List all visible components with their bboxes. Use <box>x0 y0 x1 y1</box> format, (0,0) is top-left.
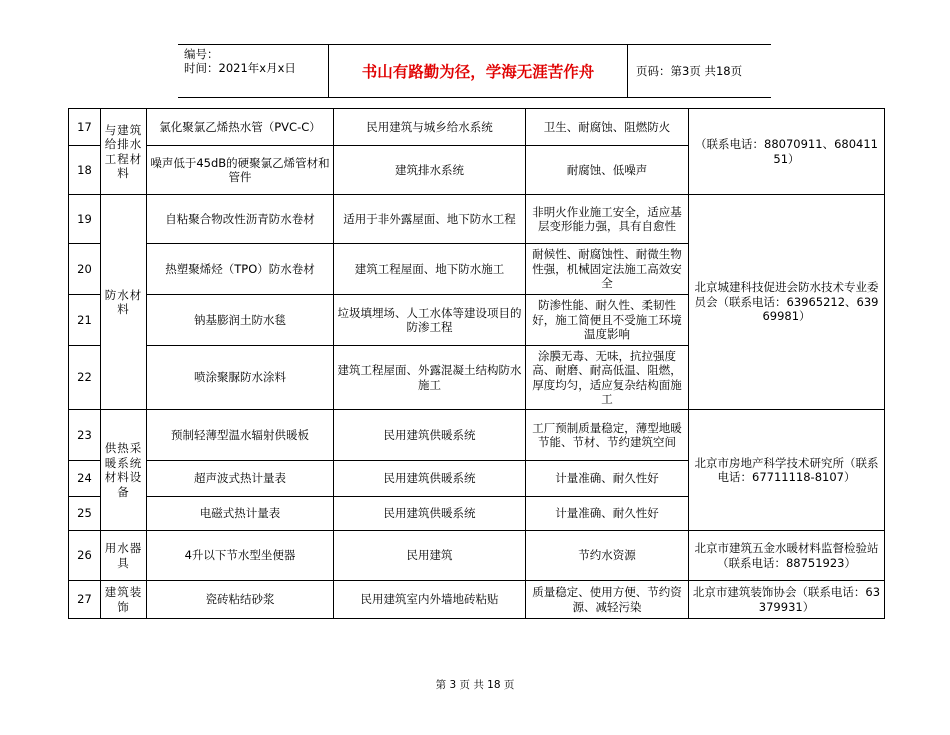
time-label: 时间：2021年x月x日 <box>184 61 296 75</box>
application-scope: 建筑排水系统 <box>334 146 526 195</box>
row-number: 21 <box>69 295 101 346</box>
application-scope: 民用建筑供暖系统 <box>334 461 526 497</box>
application-scope: 民用建筑 <box>334 531 526 581</box>
table-row <box>69 195 885 244</box>
feature-cell: 耐腐蚀、低噪声 <box>526 146 689 195</box>
contact-cell: （联系电话：88070911、68041151） <box>689 109 885 195</box>
material-name: 电磁式热计量表 <box>147 497 334 531</box>
category-cell: 用水器具 <box>101 531 147 581</box>
material-name: 热塑聚烯烃（TPO）防水卷材 <box>147 244 334 295</box>
application-scope: 建筑工程屋面、地下防水施工 <box>334 244 526 295</box>
table-row <box>69 581 885 619</box>
row-number: 18 <box>69 146 101 195</box>
feature-cell: 卫生、耐腐蚀、阻燃防火 <box>526 109 689 146</box>
table-row <box>69 410 885 461</box>
feature-cell: 非明火作业施工安全，适应基层变形能力强，具有自愈性 <box>526 195 689 244</box>
contact-cell: 北京市建筑装饰协会（联系电话：63379931） <box>689 581 885 619</box>
feature-cell: 工厂预制质量稳定，薄型地暖节能、节材、节约建筑空间 <box>526 410 689 461</box>
table-row <box>69 531 885 581</box>
material-name: 预制轻薄型温水辐射供暖板 <box>147 410 334 461</box>
feature-cell: 计量准确、耐久性好 <box>526 461 689 497</box>
feature-cell: 节约水资源 <box>526 531 689 581</box>
row-number: 23 <box>69 410 101 461</box>
material-name: 超声波式热计量表 <box>147 461 334 497</box>
material-name: 4升以下节水型坐便器 <box>147 531 334 581</box>
row-number: 22 <box>69 346 101 410</box>
application-scope: 民用建筑供暖系统 <box>334 497 526 531</box>
material-name: 自粘聚合物改性沥青防水卷材 <box>147 195 334 244</box>
application-scope: 民用建筑供暖系统 <box>334 410 526 461</box>
page-footer: 第 3 页 共 18 页 <box>435 679 515 691</box>
material-name: 喷涂聚脲防水涂料 <box>147 346 334 410</box>
category-cell: 供热采暖系统材料设备 <box>101 410 147 531</box>
application-scope: 适用于非外露屋面、地下防水工程 <box>334 195 526 244</box>
application-scope: 建筑工程屋面、外露混凝土结构防水施工 <box>334 346 526 410</box>
feature-cell: 质量稳定、使用方便、节约资源、减轻污染 <box>526 581 689 619</box>
material-name: 氯化聚氯乙烯热水管（PVC-C） <box>147 109 334 146</box>
category-cell: 建筑装饰 <box>101 581 147 619</box>
application-scope: 民用建筑室内外墙地砖粘贴 <box>334 581 526 619</box>
category-cell: 防水材料 <box>101 195 147 410</box>
feature-cell: 计量准确、耐久性好 <box>526 497 689 531</box>
feature-cell: 涂膜无毒、无味，抗拉强度高、耐磨、耐高低温、阻燃，厚度均匀，适应复杂结构面施工 <box>526 346 689 410</box>
row-number: 19 <box>69 195 101 244</box>
row-number: 27 <box>69 581 101 619</box>
number-label: 编号： <box>184 47 219 61</box>
feature-cell: 耐候性、耐腐蚀性、耐微生物性强，机械固定法施工高效安全 <box>526 244 689 295</box>
header-meta <box>178 45 328 97</box>
contact-cell: 北京市建筑五金水暖材料监督检验站（联系电话：88751923） <box>689 531 885 581</box>
contact-cell: 北京城建科技促进会防水技术专业委员会（联系电话：63965212、63969981） <box>689 195 885 410</box>
row-number: 26 <box>69 531 101 581</box>
feature-cell: 防渗性能、耐久性、柔韧性好，施工简便且不受施工环境温度影响 <box>526 295 689 346</box>
contact-cell: 北京市房地产科学技术研究所（联系电话：67711118-8107） <box>689 410 885 531</box>
page-header <box>178 44 771 98</box>
header-page-label: 页码：第3页 共18页 <box>636 64 743 78</box>
table-row <box>69 109 885 146</box>
application-scope: 垃圾填埋场、人工水体等建设项目的防渗工程 <box>334 295 526 346</box>
row-number: 25 <box>69 497 101 531</box>
row-number: 20 <box>69 244 101 295</box>
row-number: 17 <box>69 109 101 146</box>
application-scope: 民用建筑与城乡给水系统 <box>334 109 526 146</box>
material-name: 钠基膨润土防水毯 <box>147 295 334 346</box>
row-number: 24 <box>69 461 101 497</box>
material-name: 瓷砖粘结砂浆 <box>147 581 334 619</box>
category-cell: 与建筑给排水工程材料 <box>101 109 147 195</box>
materials-table <box>68 108 885 619</box>
material-name: 噪声低于45dB的硬聚氯乙烯管材和管件 <box>147 146 334 195</box>
header-motto: 书山有路勤为径，学海无涯苦作舟 <box>328 45 628 97</box>
